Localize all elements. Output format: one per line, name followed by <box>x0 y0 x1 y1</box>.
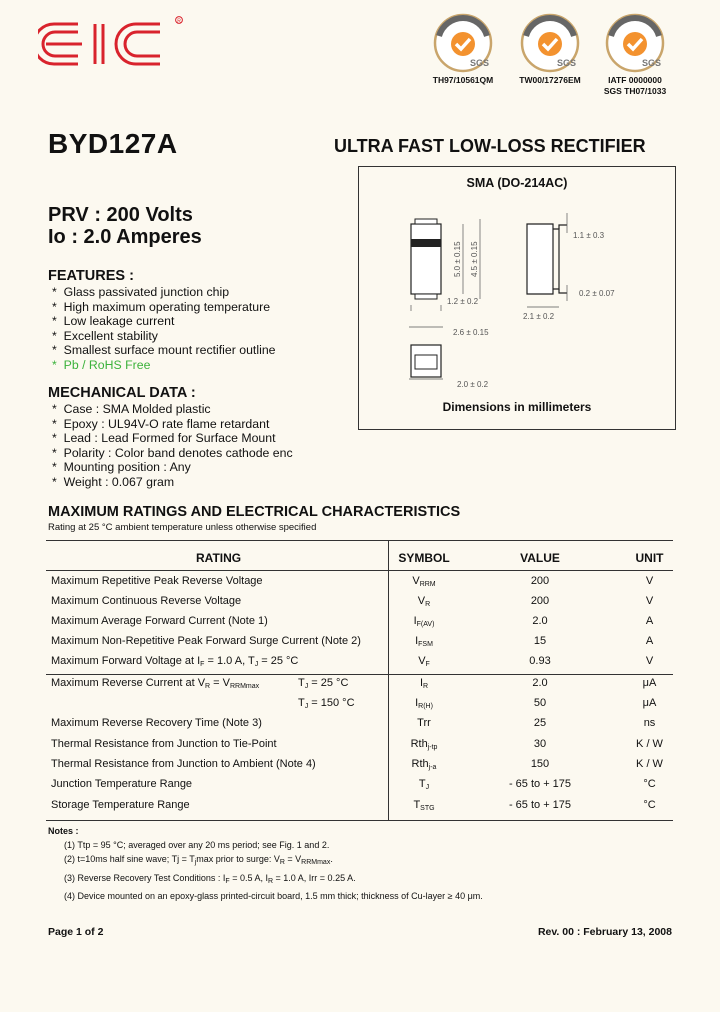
list-item: * Lead : Lead Formed for Surface Mount <box>52 431 276 445</box>
page-number: Page 1 of 2 <box>48 926 104 938</box>
revision-date: Rev. 00 : February 13, 2008 <box>537 926 672 938</box>
table-row <box>46 592 673 612</box>
symbol-cell: $I_{F(AV)}$ <box>413 615 435 628</box>
prv-rating: PRV : 200 Volts <box>48 204 193 226</box>
unit-cell: V <box>645 595 654 607</box>
package-outline-box <box>358 166 676 430</box>
unit-cell: μA <box>642 697 657 709</box>
mechanical-list <box>52 402 293 489</box>
symbol-cell: $I_{R(H)}$ <box>415 697 433 710</box>
table-header-row <box>46 548 673 568</box>
svg-text:0.2 ± 0.07: 0.2 ± 0.07 <box>579 289 615 298</box>
svg-text:1.1 ± 0.3: 1.1 ± 0.3 <box>573 231 605 240</box>
value-cell: 30 <box>533 738 547 750</box>
rating-cell: Junction Temperature Range <box>51 778 193 790</box>
header-symbol: SYMBOL <box>398 551 450 565</box>
table-title: MAXIMUM RATINGS AND ELECTRICAL CHARACTERISTICS <box>48 504 461 520</box>
unit-cell: K / W <box>636 758 663 770</box>
list-item: * Mounting position : Any <box>52 460 191 474</box>
unit-cell: °C <box>643 778 656 790</box>
table-row <box>46 632 673 652</box>
rating-cell: Thermal Resistance from Junction to Ambient (Note 4) <box>51 758 316 770</box>
svg-text:1.2 ± 0.2: 1.2 ± 0.2 <box>447 297 479 306</box>
package-title: SMA (DO-214AC) <box>466 176 568 190</box>
svg-text:2.0 ± 0.2: 2.0 ± 0.2 <box>457 380 489 389</box>
unit-cell: μA <box>642 677 657 689</box>
svg-text:SGS: SGS <box>470 58 490 68</box>
symbol-cell: $I_R$ <box>419 677 429 690</box>
table-row <box>46 714 673 734</box>
unit-cell: V <box>645 655 654 667</box>
eic-logo <box>38 16 188 72</box>
notes <box>48 824 483 903</box>
sgs-seal-icon <box>604 12 666 74</box>
svg-text:2.1 ± 0.2: 2.1 ± 0.2 <box>523 312 555 321</box>
list-item: * Weight : 0.067 gram <box>52 474 175 489</box>
mechanical-title: MECHANICAL DATA : <box>48 385 196 401</box>
rating-cell: Maximum Reverse Recovery Time (Note 3) <box>51 717 262 729</box>
sgs-seal-icon <box>432 12 494 74</box>
cert-code: TW00/17276EM <box>519 75 581 85</box>
svg-text:2.6 ± 0.15: 2.6 ± 0.15 <box>453 328 489 337</box>
value-cell: 50 <box>533 697 547 709</box>
symbol-cell: $V_F$ <box>418 655 430 668</box>
symbol-cell: $T_{STG}$ <box>413 799 435 812</box>
svg-text:R: R <box>177 18 181 25</box>
package-caption: Dimensions in millimeters <box>442 400 592 414</box>
header-rating: RATING <box>196 551 242 565</box>
sgs-cert-3 <box>594 12 676 96</box>
table-row <box>46 694 673 714</box>
value-cell: 15 <box>533 635 547 647</box>
rating-cell: Storage Temperature Range <box>51 799 190 811</box>
unit-cell: °C <box>643 799 656 811</box>
unit-cell: ns <box>643 717 656 729</box>
rating-cell: Maximum Continuous Reverse Voltage <box>51 595 242 607</box>
value-cell: 150 <box>530 758 550 770</box>
value-cell: 200 <box>530 575 550 587</box>
symbol-cell: Rth$_{j-a}$ <box>411 758 437 771</box>
ratings-summary <box>48 204 202 248</box>
table-bottom-border <box>46 820 673 821</box>
io-rating: Io : 2.0 Amperes <box>48 226 202 248</box>
list-item-rohs: * Pb / RoHS Free <box>52 357 151 372</box>
value-cell: 2.0 <box>532 615 548 627</box>
unit-cell: K / W <box>636 738 663 750</box>
list-item: * Low leakage current <box>52 314 175 328</box>
rating-cell: Thermal Resistance from Junction to Tie-Point <box>51 738 277 750</box>
condition-cell: $T_J = 25$ °C <box>298 677 349 690</box>
features-list <box>52 285 276 372</box>
svg-text:SGS: SGS <box>642 58 662 68</box>
features-title: FEATURES : <box>48 268 134 284</box>
table-row <box>46 735 673 755</box>
part-description: ULTRA FAST LOW-LOSS RECTIFIER <box>334 136 646 156</box>
list-item: * Case : SMA Molded plastic <box>52 402 211 416</box>
note-item: (1) Ttp = 95 °C; averaged over any 20 ms period; see Fig. 1 and 2. <box>64 840 330 851</box>
symbol-cell: Trr <box>417 717 431 729</box>
svg-text:4.5 ± 0.15: 4.5 ± 0.15 <box>470 241 479 277</box>
list-item: * High maximum operating temperature <box>52 299 271 314</box>
cert-code: TH97/10561QM <box>432 75 494 85</box>
list-item: * Epoxy : UL94V-O rate flame retardant <box>52 416 270 431</box>
value-cell: 25 <box>533 717 547 729</box>
sgs-cert-1 <box>422 12 504 85</box>
cert-code: IATF 0000000 <box>608 75 662 85</box>
symbol-cell: $V_{RRM}$ <box>412 575 436 588</box>
package-drawing <box>359 167 675 429</box>
sgs-seal-icon <box>519 12 581 74</box>
table-row <box>46 775 673 795</box>
cert-code-2: SGS TH07/1033 <box>603 86 667 96</box>
table-top-border <box>46 540 673 541</box>
part-number: BYD127A <box>48 128 178 159</box>
table-row <box>46 796 673 816</box>
value-cell: - 65 to + 175 <box>508 799 572 811</box>
symbol-cell: $I_{FSM}$ <box>415 635 433 648</box>
unit-cell: A <box>645 635 654 647</box>
header-unit: UNIT <box>635 551 664 565</box>
table-row <box>46 755 673 775</box>
value-cell: 200 <box>530 595 550 607</box>
rating-cell: Maximum Repetitive Peak Reverse Voltage <box>51 575 263 587</box>
note-item: (2) t=10ms half sine wave; $Tj = T_j\max$ prior to surge: $V_R = V_{RRMmax}$. <box>64 854 333 867</box>
table-header-border <box>46 570 673 571</box>
list-item: * Polarity : Color band denotes cathode enc <box>52 445 293 460</box>
symbol-cell: $T_J$ <box>418 778 430 791</box>
value-cell: 0.93 <box>529 655 551 667</box>
rating-cell: Maximum Forward Voltage at $I_F = 1.0$ A, $T_J = 25$ °C <box>51 655 299 668</box>
note-item: (3) Reverse Recovery Test Conditions : $I_F = 0.5$ A, $I_R = 1.0$ A, Irr = 0.25 A. <box>64 872 356 885</box>
rating-cell: Maximum Average Forward Current (Note 1) <box>51 615 268 627</box>
value-cell: 2.0 <box>532 677 548 689</box>
header-value: VALUE <box>520 551 560 565</box>
table-subtitle: Rating at 25 °C ambient temperature unless otherwise specified <box>48 522 317 533</box>
unit-cell: V <box>645 575 654 587</box>
list-item: * Excellent stability <box>52 328 158 343</box>
list-item: * Smallest surface mount rectifier outline <box>52 343 276 357</box>
unit-cell: A <box>645 615 654 627</box>
svg-text:5.0 ± 0.15: 5.0 ± 0.15 <box>453 241 462 277</box>
rating-cell: Maximum Reverse Current at $V_R = V_{RRMmax}$ <box>51 677 260 690</box>
table-row <box>46 572 673 592</box>
table-row <box>46 612 673 632</box>
condition-cell: $T_J = 150$ °C <box>298 697 355 710</box>
sgs-cert-2 <box>509 12 591 85</box>
symbol-cell: Rth$_{j-tp}$ <box>410 738 438 751</box>
svg-text:SGS: SGS <box>557 58 577 68</box>
table-row <box>46 652 673 672</box>
value-cell: - 65 to + 175 <box>508 778 572 790</box>
list-item: * Glass passivated junction chip <box>52 285 230 299</box>
rating-cell: Maximum Non-Repetitive Peak Forward Surge Current (Note 2) <box>51 635 361 647</box>
table-row <box>46 674 673 694</box>
note-item: (4) Device mounted on an epoxy-glass printed-circuit board, 1.5 mm thick; thickness of Cu-layer ≥ 40 μm. <box>64 890 483 901</box>
notes-title: Notes : <box>48 826 79 836</box>
symbol-cell: $V_R$ <box>417 595 431 608</box>
